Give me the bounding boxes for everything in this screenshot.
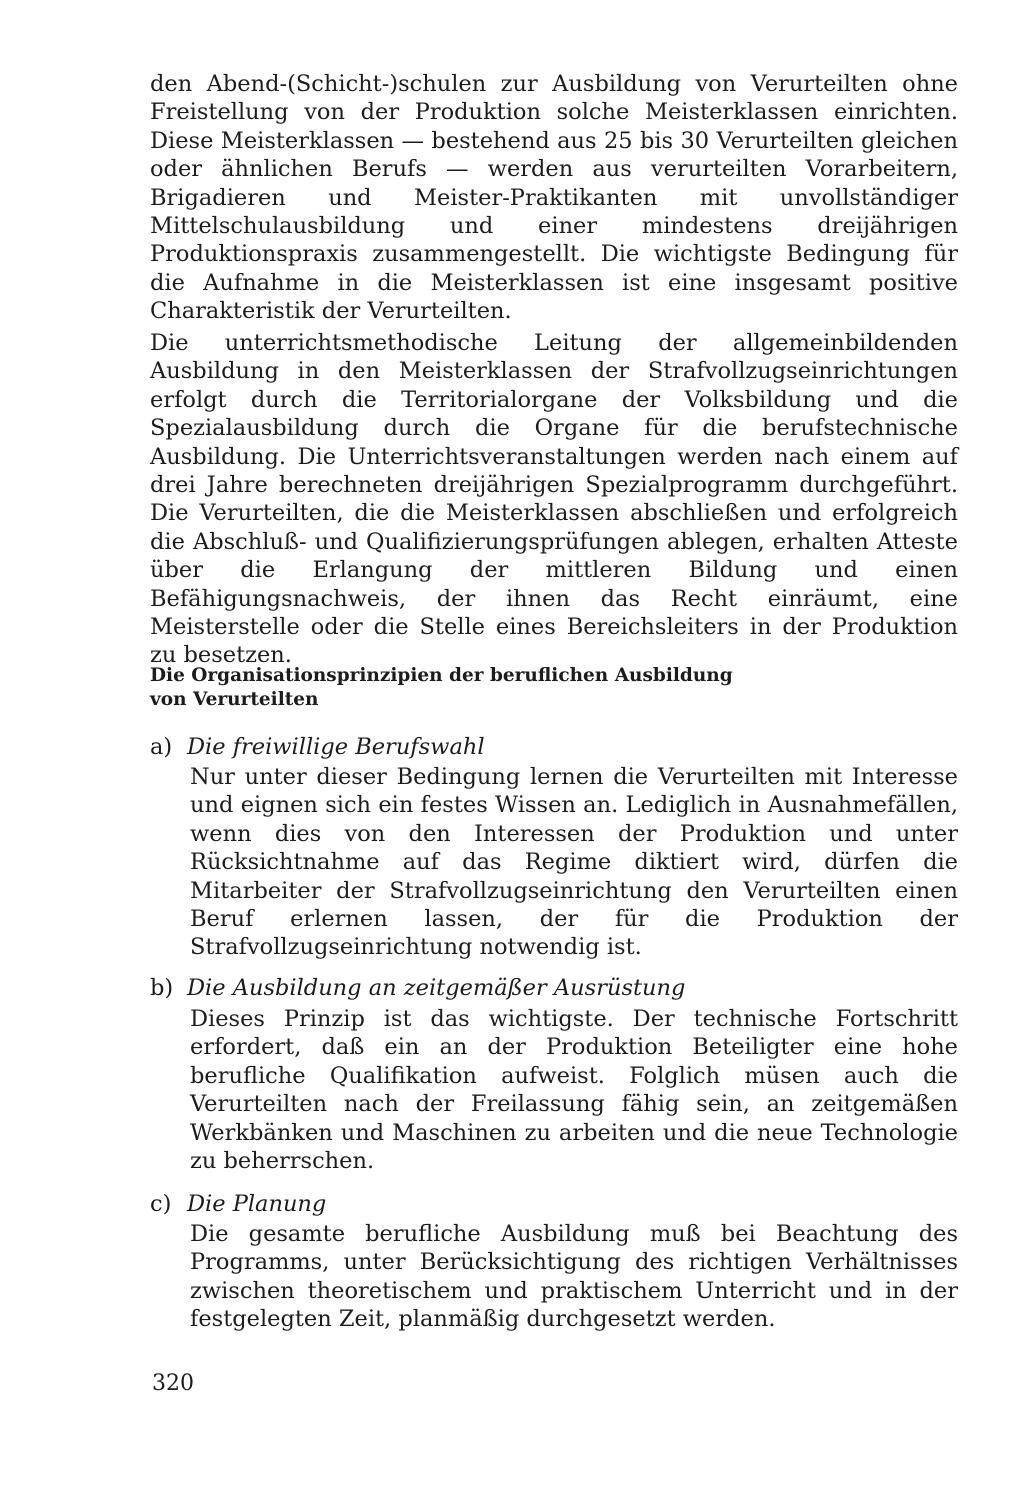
- body-paragraph: den Abend-(Schicht-)schulen zur Ausbildung von Verurteilten ohne Freistellung von der Produktion solche Meisterklassen einrichten. Diese Meisterklassen — bestehend aus 25 bis 30 Verurteilten gleichen oder ähnlichen Berufs — werden aus verurteilten Vorarbeitern, Brigadieren und Meister-Praktikanten mit unvollständiger Mittelschulausbildung und einer mindestens dreijährigen Produktionspraxis zusammengestellt. Die wichtigste Bedingung für die Aufnahme in die Meisterklassen ist eine insgesamt positive Charakteristik der Verurteilten.: [150, 71, 958, 325]
- list-item-letter: a): [150, 734, 173, 760]
- list-item-title: [150, 974, 958, 1002]
- list-item-title: [150, 733, 958, 761]
- page-number: 320: [152, 1371, 194, 1396]
- list-item-title-text: Die freiwillige Berufswahl: [187, 734, 485, 760]
- section-heading-line: von Verurteilten: [150, 689, 319, 710]
- list-item-letter: c): [150, 1191, 172, 1217]
- list-item-body: Nur unter dieser Bedingung lernen die Verurteilten mit Interesse und eignen sich ein festes Wissen an. Lediglich in Ausnahmefällen, wenn dies von den Interessen der Produktion und unter Rücksichtnahme auf das Regime diktiert wird, dürfen die Mitarbeiter der Strafvollzugseinrichtung den Verurteilten einen Beruf erlernen lassen, der für die Produktion der Strafvollzugseinrichtung notwendig ist.: [190, 764, 958, 961]
- list-item-body: Die gesamte berufliche Ausbildung muß bei Beachtung des Programms, unter Berücksichtigung des richtigen Verhältnisses zwischen theoretischem und praktischem Unterricht und in der festgelegten Zeit, planmäßig durchgesetzt werden.: [190, 1221, 958, 1333]
- list-item-title-text: Die Planung: [187, 1191, 327, 1217]
- list-item-letter: b): [150, 975, 174, 1001]
- list-item-body: Dieses Prinzip ist das wichtigste. Der technische Fortschritt erfordert, daß ein an der Produktion Beteiligter eine hohe berufliche Qualifikation aufweist. Folglich müsen auch die Verurteilten nach der Freilassung fähig sein, an zeitgemäßen Werkbänken und Maschinen zu arbeiten und die neue Technologie zu beherrschen.: [190, 1006, 958, 1175]
- section-heading: [150, 664, 850, 712]
- body-paragraph: Die unterrichtsmethodische Leitung der allgemeinbildenden Ausbildung in den Meisterklassen der Strafvollzugseinrichtungen erfolgt durch die Territorialorgane der Volksbildung und die Spezialausbildung durch die Organe für die berufstechnische Ausbildung. Die Unterrichtsveranstaltungen werden nach einem auf drei Jahre berechneten dreijährigen Spezialprogramm durchgeführt. Die Verurteilten, die die Meisterklassen abschließen und erfolgreich die Abschluß- und Qualifizierungsprüfungen ablegen, erhalten Atteste über die Erlangung der mittleren Bildung und einen Befähigungsnachweis, der ihnen das Recht einräumt, eine Meisterstelle oder die Stelle eines Bereichsleiters in der Produktion zu besetzen.: [150, 330, 958, 669]
- list-item-title: [150, 1190, 958, 1218]
- list-item-title-text: Die Ausbildung an zeitgemäßer Ausrüstung: [187, 975, 686, 1001]
- section-heading-line: Die Organisationsprinzipien der beruflichen Ausbildung: [150, 665, 733, 686]
